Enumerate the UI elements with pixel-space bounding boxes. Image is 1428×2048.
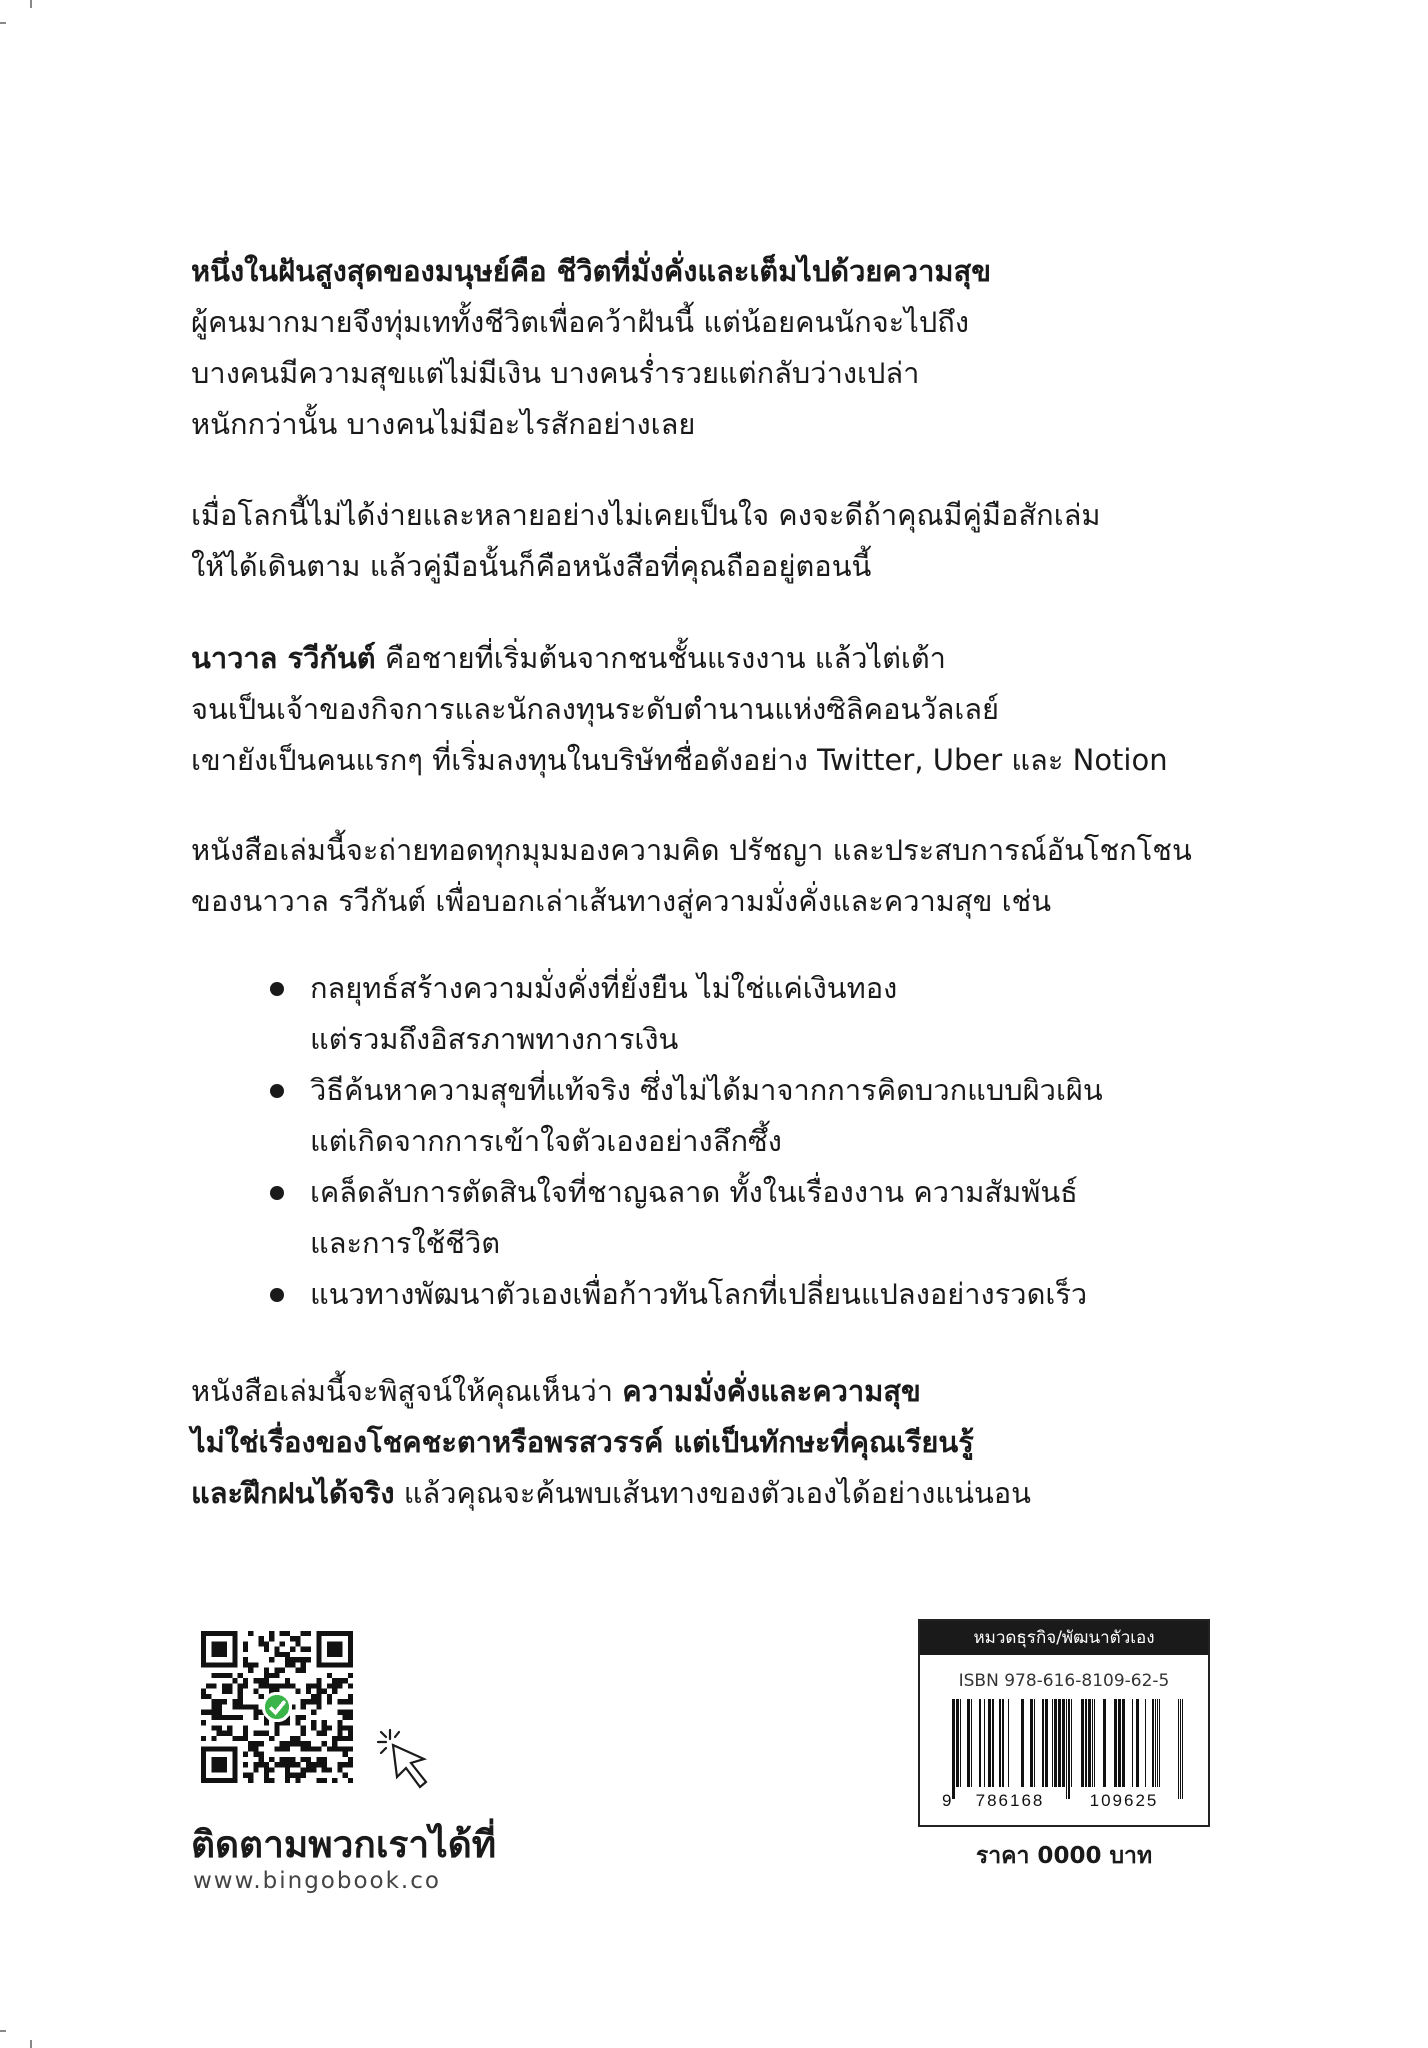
guide-line: เมื่อโลกนี้ไม่ได้ง่ายและหลายอย่างไม่เคยเป็นใจ คงจะดีถ้าคุณมีคู่มือสักเล่ม — [191, 498, 1101, 532]
closing-line — [191, 1366, 1321, 1417]
barcode-digits: 786168 — [975, 1791, 1045, 1809]
bullet-dot-icon — [270, 1288, 284, 1302]
closing-line: ไม่ใช่เรื่องของโชคชะตาหรือพรสวรรค์ แต่เป็นทักษะที่คุณเรียนรู้ — [191, 1425, 974, 1459]
bullet-text: วิธีค้นหาความสุขที่แท้จริง ซึ่งไม่ได้มาจากการคิดบวกแบบผิวเผิน — [310, 1073, 1103, 1107]
bullet-text: แนวทางพัฒนาตัวเองเพื่อก้าวทันโลกที่เปลี่ยนแปลงอย่างรวดเร็ว — [310, 1277, 1088, 1311]
list-item — [270, 1269, 1270, 1320]
list-item — [270, 1167, 1270, 1269]
bullet-dot-icon — [270, 1084, 284, 1098]
barcode-icon — [938, 1699, 1196, 1809]
content-line: หนังสือเล่มนี้จะถ่ายทอดทุกมุมมองความคิด ปรัชญา และประสบการณ์อันโชกโชน — [191, 833, 1192, 867]
guide-line: ให้ได้เดินตาม แล้วคู่มือนั้นก็คือหนังสือที่คุณถืออยู่ตอนนี้ — [191, 549, 872, 583]
author-line — [191, 633, 1321, 684]
content-paragraph — [191, 825, 1321, 927]
closing-line — [191, 1468, 1321, 1519]
intro-line: หนักกว่านั้น บางคนไม่มีอะไรสักอย่างเลย — [191, 407, 696, 441]
price-label: ราคา 0000 บาท — [975, 1843, 1153, 1869]
website-link[interactable]: www.bingobook.co — [193, 1868, 441, 1894]
bullet-text: แต่เกิดจากการเข้าใจตัวเองอย่างลึกซึ้ง — [310, 1124, 782, 1158]
crop-mark — [0, 2030, 6, 2032]
bullet-text: เคล็ดลับการตัดสินใจที่ชาญฉลาด ทั้งในเรื่องงาน ความสัมพันธ์ — [310, 1175, 1078, 1209]
closing-plain: แล้วคุณจะค้นพบเส้นทางของตัวเองได้อย่างแน่นอน — [394, 1476, 1032, 1510]
intro-headline: หนึ่งในฝันสูงสุดของมนุษย์คือ ชีวิตที่มั่งคั่งและเต็มไปด้วยความสุข — [191, 254, 992, 288]
crop-mark — [0, 22, 6, 24]
bullet-text: และการใช้ชีวิต — [310, 1226, 501, 1260]
author-name: นาวาล รวีกันต์ — [191, 641, 376, 675]
crop-mark — [30, 2040, 32, 2048]
closing-bold: ความมั่งคั่งและความสุข — [622, 1374, 921, 1408]
bullet-dot-icon — [270, 1186, 284, 1200]
author-line: เขายังเป็นคนแรกๆ ที่เริ่มลงทุนในบริษัทชื่อดังอย่าง Twitter, Uber และ Notion — [191, 743, 1168, 777]
follow-us-label: ติดตามพวกเราได้ที่ — [191, 1823, 497, 1866]
author-paragraph — [191, 633, 1321, 786]
barcode-digits: 9 — [942, 1791, 954, 1809]
intro-paragraph — [191, 246, 1321, 450]
qr-code-icon[interactable] — [201, 1631, 353, 1783]
isbn-box — [918, 1619, 1210, 1827]
barcode-digits: 109625 — [1089, 1791, 1159, 1809]
category-label: หมวดธุรกิจ/พัฒนาตัวเอง — [920, 1621, 1208, 1655]
intro-line: บางคนมีความสุขแต่ไม่มีเงิน บางคนร่ำรวยแต่กลับว่างเปล่า — [191, 356, 920, 390]
crop-mark — [30, 0, 32, 8]
bullet-list — [270, 963, 1270, 1320]
list-item — [270, 1065, 1270, 1167]
closing-plain: หนังสือเล่มนี้จะพิสูจน์ให้คุณเห็นว่า — [191, 1374, 623, 1408]
bullet-text: แต่รวมถึงอิสรภาพทางการเงิน — [310, 1022, 679, 1056]
bullet-text: กลยุทธ์สร้างความมั่งคั่งที่ยั่งยืน ไม่ใช่แค่เงินทอง — [310, 971, 898, 1005]
author-line-rest: คือชายที่เริ่มต้นจากชนชั้นแรงงาน แล้วไต่เต้า — [375, 641, 946, 675]
closing-bold: และฝึกฝนได้จริง — [191, 1476, 395, 1510]
isbn-number: ISBN 978-616-8109-62-5 — [958, 1671, 1170, 1691]
closing-paragraph — [191, 1366, 1321, 1519]
bullet-dot-icon — [270, 982, 284, 996]
content-line: ของนาวาล รวีกันต์ เพื่อบอกเล่าเส้นทางสู่ความมั่งคั่งและความสุข เช่น — [191, 884, 1052, 918]
intro-line: ผู้คนมากมายจึงทุ่มเททั้งชีวิตเพื่อคว้าฝันนี้ แต่น้อยคนนักจะไปถึง — [191, 305, 969, 339]
click-cursor-icon — [376, 1726, 446, 1796]
author-line: จนเป็นเจ้าของกิจการและนักลงทุนระดับตำนานแห่งซิลิคอนวัลเลย์ — [191, 692, 1000, 726]
list-item — [270, 963, 1270, 1065]
guide-paragraph — [191, 490, 1321, 592]
